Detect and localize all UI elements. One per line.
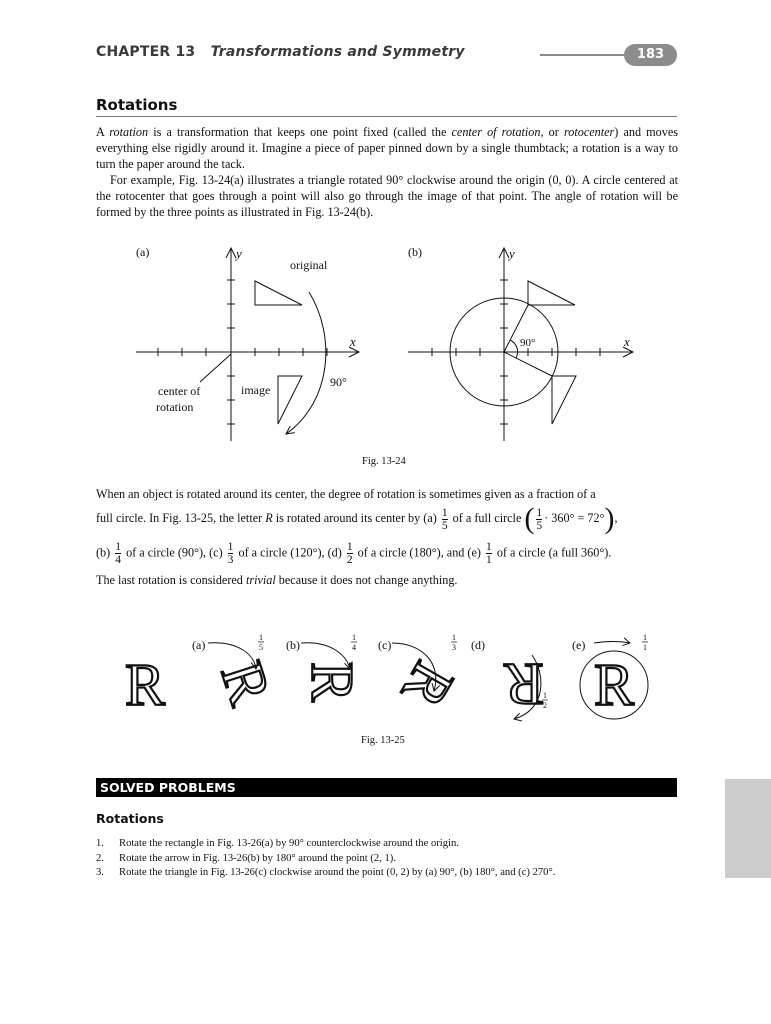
- fraction-denominator: 5: [259, 643, 263, 652]
- y-axis-label-b: y: [509, 246, 515, 261]
- y-axis-label: y: [236, 246, 242, 261]
- section-rule: [96, 116, 677, 117]
- intro-text: [96, 124, 678, 220]
- fraction-numerator: 1: [643, 633, 647, 642]
- problem-item: 1. Rotate the rectangle in Fig. 13-26(a) by 90° counterclockwise around the origin.: [96, 838, 459, 849]
- fraction-denominator: 1: [643, 643, 647, 652]
- paren-close: ): [604, 502, 615, 535]
- fig24-label-b: (b): [408, 245, 422, 259]
- letter-r-glyph: R: [208, 653, 284, 713]
- fig25-panel-label: (d): [471, 638, 485, 652]
- problem-list: [96, 837, 678, 881]
- fraction-denominator: 4: [352, 643, 356, 652]
- fig25-panel-label: (a): [192, 638, 206, 652]
- solved-subtitle: Rotations: [96, 811, 164, 826]
- para3-line2-d: · 360° = 72°: [544, 510, 605, 525]
- para3-line2-a: full circle. In Fig. 13-25, the letter: [96, 510, 266, 525]
- fraction-numerator: 1: [352, 633, 356, 642]
- fig24-caption: Fig. 13-24: [362, 456, 406, 467]
- figure-13-24: [96, 236, 678, 468]
- fig25-panel-label: (e): [572, 638, 586, 652]
- running-header: [96, 44, 465, 60]
- rotation-arc: [594, 642, 630, 644]
- letter-r: [594, 652, 634, 718]
- para3-line2-b: is rotated around its center by (a): [272, 510, 437, 525]
- para3-line3: (b) $\frac{1}{4}$ of a circle (90°), (c) $\frac{1}{3}$ of a circle (120°), (d) $\frac{1}{2}$ of a circle (180°), and (e) $\frac{1}{1}$ of a circle (a full 360°).: [96, 541, 612, 566]
- image-label: image: [241, 383, 271, 397]
- section-title: Rotations: [96, 96, 178, 114]
- fig25-caption: Fig. 13-25: [361, 735, 405, 746]
- para3-line3-b: (b): [96, 545, 111, 560]
- angle-label-a: 90°: [330, 375, 347, 389]
- chapter-number: CHAPTER 13: [96, 44, 196, 60]
- fraction-denominator: 2: [543, 701, 547, 710]
- fraction-1-1: $\frac{1}{1}$: [486, 541, 492, 566]
- para3-line4: The last rotation is considered trivial because it does not change anything.: [96, 573, 458, 587]
- para3-line1: When an object is rotated around its center, the degree of rotation is sometimes given as a fraction of a: [96, 487, 596, 501]
- figure-13-25: [96, 625, 678, 750]
- letter-r: [299, 662, 365, 702]
- fraction-1-3: $\frac{1}{3}$: [227, 541, 234, 566]
- fraction-denominator: 3: [452, 643, 456, 652]
- term-trivial: trivial: [245, 573, 276, 587]
- letter-r: [389, 651, 466, 719]
- letter-r: [504, 651, 544, 717]
- solved-problems-band: SOLVED PROBLEMS: [96, 778, 677, 797]
- letter-r: [208, 654, 283, 712]
- original-triangle-b: [528, 281, 575, 305]
- problem-item: 2. Rotate the arrow in Fig. 13-26(b) by 180° around the point (2, 1).: [96, 852, 396, 864]
- side-thumb-tab: [725, 779, 771, 878]
- problem-item: 3. Rotate the triangle in Fig. 13-26(c) clockwise around the point (0, 2) by (a) 90°, (b) 180°, and (c) 270°.: [96, 867, 556, 878]
- figure-13-24a: [136, 245, 359, 441]
- x-axis-label: x: [350, 334, 356, 349]
- fraction-1-5b: $\frac{1}{5}$: [536, 506, 543, 532]
- image-triangle: [278, 376, 302, 424]
- letter-r-glyph: R: [593, 652, 635, 718]
- fraction-1-5: $\frac{1}{5}$: [441, 506, 448, 532]
- letter-r-glyph: R: [299, 661, 365, 703]
- paren-open: (: [524, 502, 535, 535]
- fig25-panel-label: (b): [286, 638, 300, 652]
- angle-label-b: 90°: [520, 337, 536, 349]
- para3-line2: full circle. In Fig. 13-25, the letter R is rotated around its center by (a) $\frac{1}{5}$ of a full circle ( $\frac{1}{5}$ · 360° = 72°),: [96, 502, 618, 535]
- center-leader-line: [200, 354, 231, 382]
- fig24-label-a: (a): [136, 245, 150, 259]
- fraction-numerator: 1: [452, 633, 456, 642]
- letter-r-glyph: R: [124, 652, 166, 718]
- fraction-numerator: 1: [543, 691, 547, 700]
- center-label-line1: center of: [158, 384, 201, 398]
- letter-r-glyph: R: [503, 651, 545, 717]
- letter-r: [125, 652, 165, 718]
- paragraph-definition: A rotation is a transformation that keeps one point fixed (called the center of rotation, or rotocenter) and moves everything else rigidly around it. Imagine a piece of paper pinned down by a single thumbtack; a rotation is a way to turn the paper around the tack.: [96, 125, 679, 171]
- fraction-numerator: 1: [259, 633, 263, 642]
- chapter-title: Transformations and Symmetry: [210, 44, 465, 60]
- fraction-1-2: $\frac{1}{2}$: [346, 541, 353, 566]
- para3-line2-c: of a full circle: [452, 510, 522, 525]
- original-label: original: [290, 258, 328, 272]
- center-label-line2: rotation: [156, 400, 194, 414]
- page-number: 183: [624, 44, 677, 66]
- figure-13-24b: [408, 245, 633, 441]
- letter-r-glyph: R: [389, 651, 467, 719]
- para3-letter-r: R: [265, 510, 273, 525]
- x-axis-label-b: x: [624, 334, 630, 349]
- original-triangle: [255, 281, 302, 305]
- paragraph-example: For example, Fig. 13-24(a) illustrates a triangle rotated 90° clockwise around the origin (0, 0). A circle centered at the rotocenter that goes through a point will also go through the image of that point. The angle of rotation will be formed by the three points as illustrated in Fig. 13-24(b).: [96, 173, 678, 219]
- rotation-arc: [286, 292, 326, 434]
- image-triangle-b: [552, 376, 576, 424]
- fig25-panel-label: (c): [378, 638, 392, 652]
- fraction-1-4: $\frac{1}{4}$: [115, 541, 122, 566]
